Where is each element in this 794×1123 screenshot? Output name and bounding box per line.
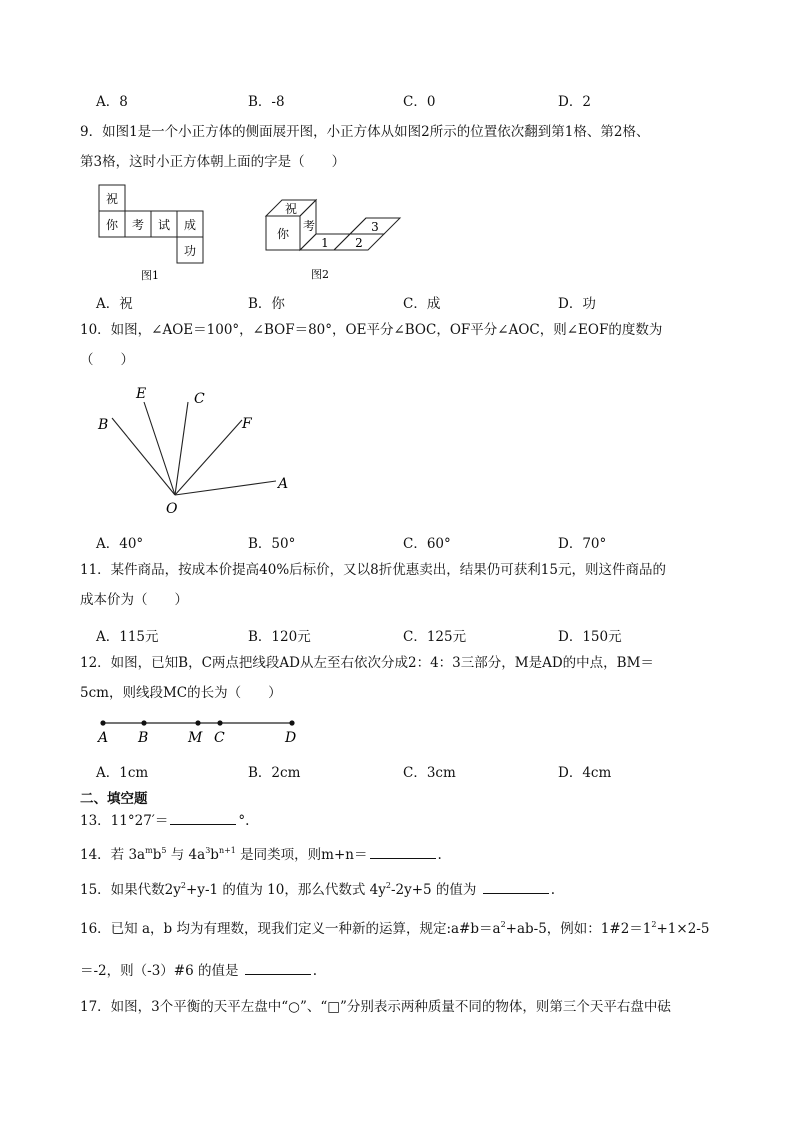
q15-suffix: . [550,882,556,898]
q16-part-2: +ab-5，例如：1#2＝1 [505,921,652,937]
q14-part-3: 与 4a [166,847,206,863]
q10-option-a: A．40° [96,536,144,552]
q14-suffix: . [437,847,442,863]
q12-option-b: B．2cm [248,765,301,781]
q8-option-c: C．0 [403,94,436,110]
q12-option-d: D．4cm [558,765,612,781]
q16-answer-blank [245,962,311,975]
q10-text-line2: （ ） [80,352,134,368]
q14-part-4: b [210,847,219,863]
net-text-ni: 你 [105,218,119,232]
q14-text [80,846,442,863]
q15-part-2: +y-1 的值为 10，那么代数式 4y [186,882,386,898]
q10-option-c: C．60° [403,536,451,552]
q14-part-1: 14．若 3a [80,847,146,863]
q10-text-line1: 10．如图，∠AOE＝100°，∠BOF＝80°，OE平分∠BOC，OF平分∠AOC，则∠EOF的度数为 [80,322,663,338]
label-b: B [98,417,109,433]
q12-text-line1: 12．如图，已知B，C两点把线段AD从左至右依次分成2：4：3三部分，M是AD的中点，BM＝ [80,655,654,671]
net-text-shi: 试 [157,218,171,232]
cube-text-ni: 你 [276,227,290,241]
fig2-caption: 图2 [311,268,329,281]
q11-text-line2: 成本价为（ ） [80,592,188,608]
q15-exp-2: 2 [385,881,391,890]
q16-text-line2 [80,962,317,979]
q14-part-2: b [152,847,162,863]
fig1-caption: 图1 [141,269,159,282]
q11-text-line1: 11．某件商品，按成本价提高40%后标价，又以8折优惠卖出，结果仍可获利15元，则这件商品的 [80,562,666,578]
q10-angle-diagram [90,380,300,520]
q14-exp-5: 5 [161,846,167,855]
q12-text-line2: 5cm，则线段MC的长为（ ） [80,685,282,701]
q14-exp-m: m [145,846,153,855]
label-a: A [278,476,289,492]
q15-text [80,881,555,898]
q8-option-a: A．8 [96,94,128,110]
q11-option-d: D．150元 [558,629,622,645]
q9-option-c: C．成 [403,296,441,312]
q8-options [96,90,746,110]
q13-text [80,812,249,829]
q9-text-line1: 9．如图1是一个小正方体的侧面展开图，小正方体从如图2所示的位置依次翻到第1格、第2格、 [80,124,650,140]
q15-exp-1: 2 [180,881,186,890]
net-text-zhu: 祝 [105,192,119,206]
q16-text-line1 [80,920,710,937]
q14-exp-n1: n+1 [218,846,236,855]
point-m [195,720,200,725]
q16-line2-prefix: ＝-2，则（-3）#6 的值是 [80,963,243,979]
section-heading-fill-in: 二、填空题 [80,791,148,807]
ray-oc [175,402,188,495]
label-e: E [136,386,147,402]
q9-options [96,292,746,312]
step-label-1: 1 [321,236,329,250]
ray-ob [112,418,175,495]
q16-part-1: 16．已知 a，b 均为有理数，现我们定义一种新的运算，规定:a#b＝a [80,921,501,937]
q8-option-b: B．-8 [248,94,285,110]
label-b: B [138,730,149,746]
q13-answer-blank [170,812,236,825]
q9-option-a: A．祝 [96,296,133,312]
ray-of [175,420,242,495]
q13-prefix: 13．11°27′＝ [80,813,169,829]
point-b [141,720,146,725]
q12-segment-diagram [92,714,312,746]
label-c: C [194,391,205,407]
q16-line2-suffix: . [312,963,318,979]
q9-option-b: B．你 [248,296,285,312]
q14-answer-blank [370,846,436,859]
q16-part-3: +1×2-5 [656,921,710,937]
q17-text-line1: 17．如图，3个平衡的天平左盘中“○”、“□”分别表示两种质量不同的物体，则第三个天平右盘中砝 [80,999,671,1015]
ray-oe [144,402,175,495]
ray-oa [175,481,276,495]
q14-part-5: 是同类项，则m+n＝ [235,847,368,863]
net-text-kao: 考 [131,218,145,232]
q11-option-a: A．115元 [96,629,159,645]
q9-figure1-cube-net [96,182,206,284]
point-a [100,720,105,725]
q8-option-d: D．2 [558,94,591,110]
q10-option-d: D．70° [558,536,607,552]
q15-part-3: -2y+5 的值为 [390,882,481,898]
cube-text-zhu: 祝 [284,202,298,216]
step-label-2: 2 [355,236,363,250]
q9-text-line2: 第3格，这时小正方体朝上面的字是（ ） [80,154,346,170]
point-d [289,720,294,725]
label-m: M [188,730,203,746]
q11-option-b: B．120元 [248,629,311,645]
q16-exp-2: 2 [651,920,657,929]
label-o: O [166,501,178,517]
label-d: D [285,730,297,746]
cube-text-kao: 考 [302,219,316,233]
q16-exp-1: 2 [500,920,506,929]
step-label-3: 3 [371,220,379,234]
q14-exp-3: 3 [205,846,211,855]
q9-figure2-rolling-cube [262,192,412,284]
q10-option-b: B．50° [248,536,296,552]
net-text-gong: 功 [183,244,197,258]
label-c: C [214,730,225,746]
q11-options [96,625,746,645]
q12-option-c: C．3cm [403,765,456,781]
point-c [217,720,222,725]
q15-part-1: 15．如果代数2y [80,882,181,898]
q11-option-c: C．125元 [403,629,467,645]
net-text-cheng: 成 [183,218,197,232]
q12-option-a: A．1cm [96,765,149,781]
q9-option-d: D．功 [558,296,596,312]
label-f: F [242,416,252,432]
label-a: A [98,730,109,746]
q13-suffix: °. [238,813,250,829]
q15-answer-blank [483,881,549,894]
q12-options [96,761,746,781]
q10-options [96,532,746,552]
